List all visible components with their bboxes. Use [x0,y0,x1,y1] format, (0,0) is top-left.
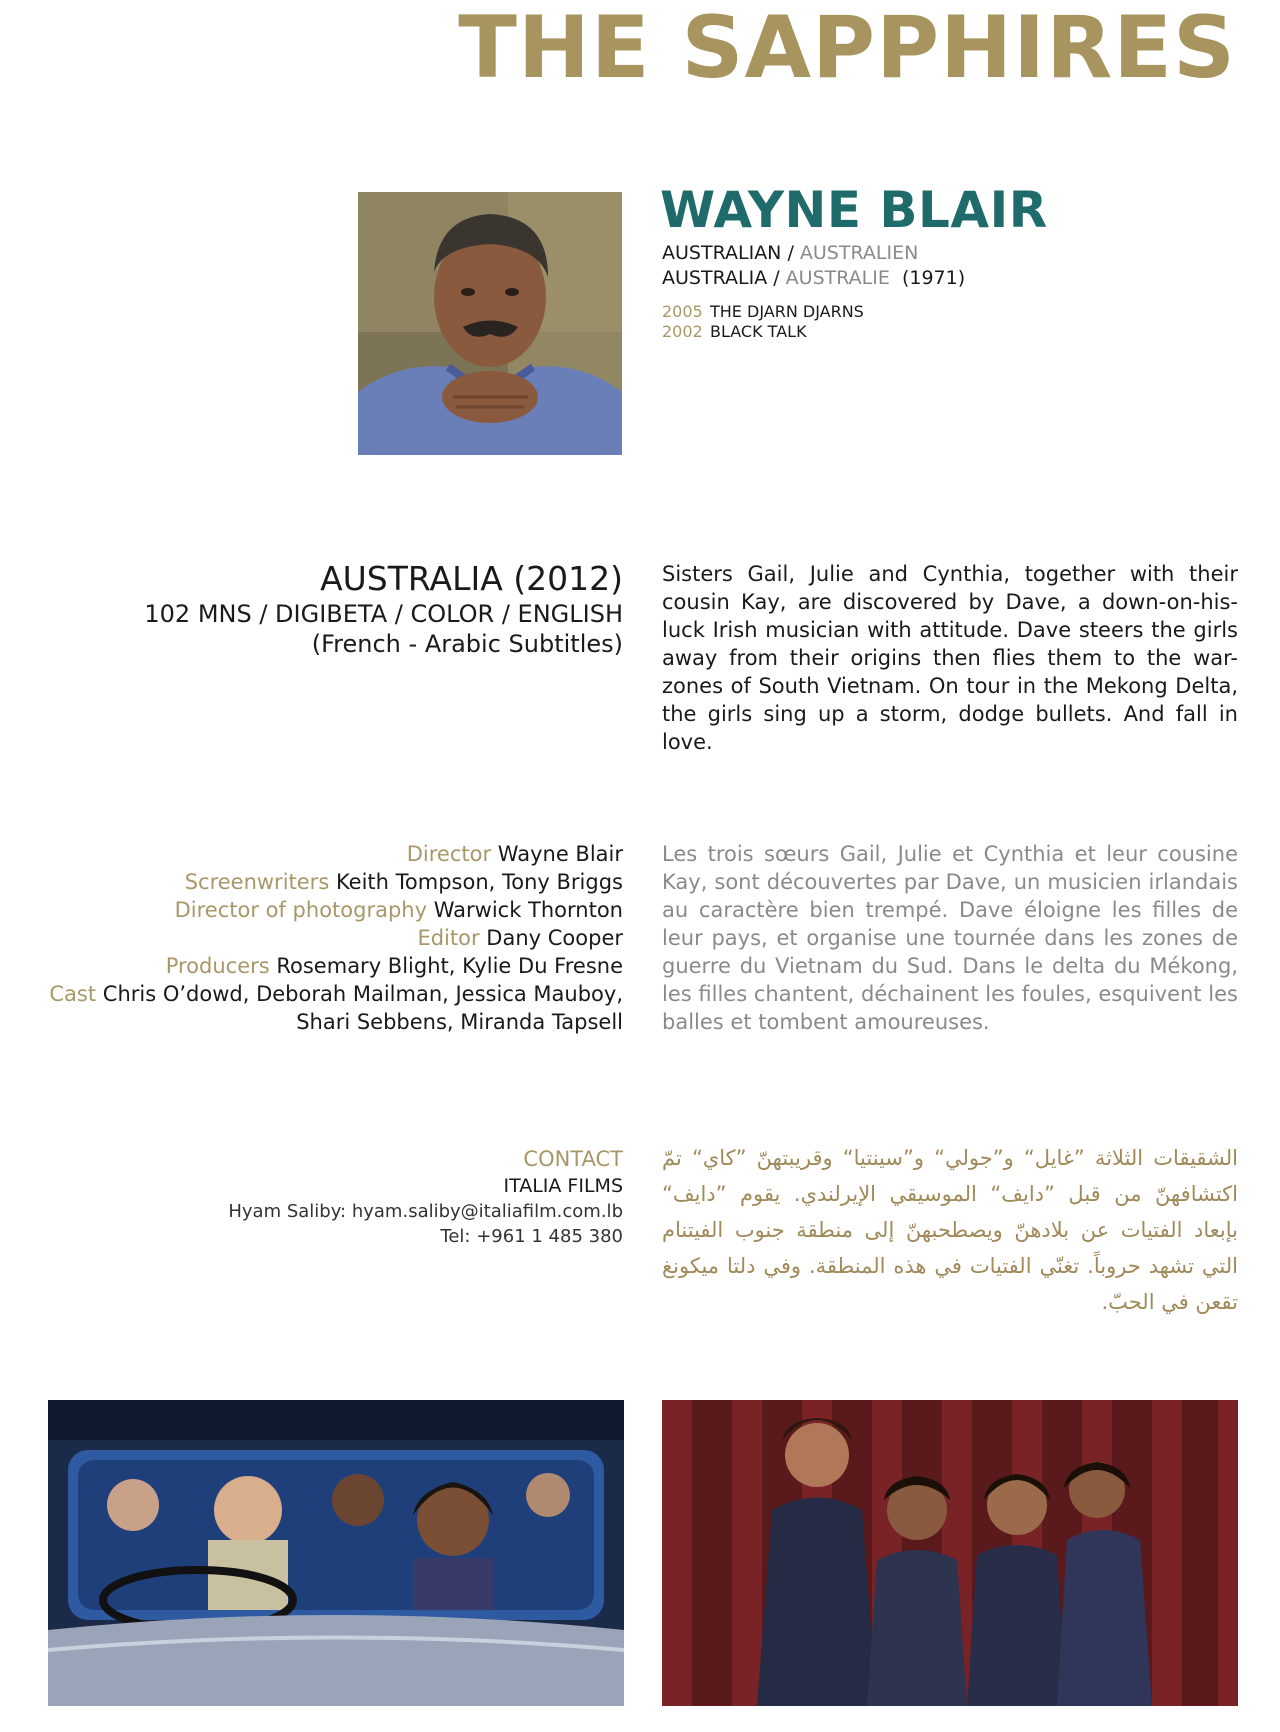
synopsis-french: Les trois sœurs Gail, Julie et Cynthia et leur cousine Kay, sont découvertes par Dave, un musicien irlandais au caractère bien trempé. Dave éloigne les filles de leur pays, et organise une tournée dans les zones de guerre du Vietnam du Sud. Dans le delta du Mékong, les filles chantent, déchainent les foules, esquivent les balles et tombent amoureuses. [662,842,1238,1034]
filmography-year: 2005 [662,302,703,321]
film-still-stage [662,1400,1238,1706]
credit-value: Chris O’dowd, Deborah Mailman, Jessica Mauboy, [102,982,623,1006]
nationality-en: AUSTRALIAN [662,242,782,264]
credit-value: Shari Sebbens, Miranda Tapsell [296,1010,623,1034]
credit-row [49,952,623,980]
tech-subtitles: (French - Arabic Subtitles) [311,630,623,658]
film-still-car [48,1400,624,1706]
filmography-item [662,302,864,322]
country-fr: AUSTRALIE [785,267,890,289]
director-photo [358,192,622,455]
filmography-title: THE DJARN DJARNS [710,302,864,321]
credit-value: Rosemary Blight, Kylie Du Fresne [276,954,623,978]
credit-row [49,924,623,952]
synopsis-english: Sisters Gail, Julie and Cynthia, together with their cousin Kay, are discovered by Dave, a down-on-his-luck Irish musician with attitude. Dave steers the girls away from their origins then flies them to the war-zones of South Vietnam. On tour in the Mekong Delta, the girls sing up a storm, dodge bullets. And fall in love. [662,562,1238,754]
director-nationality: AUSTRALIAN / AUSTRALIEN [662,242,919,264]
credit-label: Director of photography [174,898,428,922]
filmography-title: BLACK TALK [710,322,807,341]
credit-row [49,840,623,868]
credit-row [49,896,623,924]
credit-label: Cast [49,982,97,1006]
director-name: WAYNE BLAIR [660,181,1048,239]
contact-title: CONTACT [523,1147,623,1171]
birth-year: (1971) [901,267,966,289]
credit-value: Warwick Thornton [433,898,623,922]
credit-value: Dany Cooper [486,926,623,950]
credit-label: Editor [417,926,480,950]
credit-row [49,980,623,1008]
credit-label: Director [406,842,492,866]
film-title: THE SAPPHIRES [458,0,1236,98]
contact-company: ITALIA FILMS [503,1175,623,1197]
tech-specs: 102 MNS / DIGIBETA / COLOR / ENGLISH [144,600,623,628]
synopsis-arabic: الشقيقات الثلاثة ”غايل“ و”جولي“ و”سينتيا“ وقريبتهنّ ”كاي“ تمّ اكتشافهنّ من قبل ”دايف“ الموسيقي الإيرلندي. يقوم ”دايف“ بإبعاد الفتيات عن بلادهنّ ويصطحبهنّ إلى منطقة جنوب الفيتنام التي تشهد حروباً. تغنّي الفتيات في هذه المنطقة. وفي دلتا ميكونغ تقعن في الحبّ. [662,1146,1238,1314]
credit-row [49,868,623,896]
country-en: AUSTRALIA [662,267,768,289]
director-portrait-image [358,192,622,455]
credit-value: Wayne Blair [497,842,623,866]
credit-value: Keith Tompson, Tony Briggs [335,870,623,894]
filmography-year: 2002 [662,322,703,341]
credit-label: Producers [165,954,270,978]
tech-country-year: AUSTRALIA (2012) [320,559,623,598]
stage-scene-image [662,1400,1238,1706]
credits-list [49,840,623,1036]
contact-phone[interactable]: Tel: +961 1 485 380 [440,1226,623,1247]
nationality-fr: AUSTRALIEN [799,242,919,264]
contact-email[interactable]: Hyam Saliby: hyam.saliby@italiafilm.com.lb [228,1201,623,1222]
contact-block [228,1145,623,1249]
director-country: AUSTRALIA / AUSTRALIE (1971) [662,267,966,289]
car-scene-image [48,1400,624,1706]
credit-row [49,1008,623,1036]
filmography-item [662,322,807,342]
credit-label: Screenwriters [184,870,330,894]
